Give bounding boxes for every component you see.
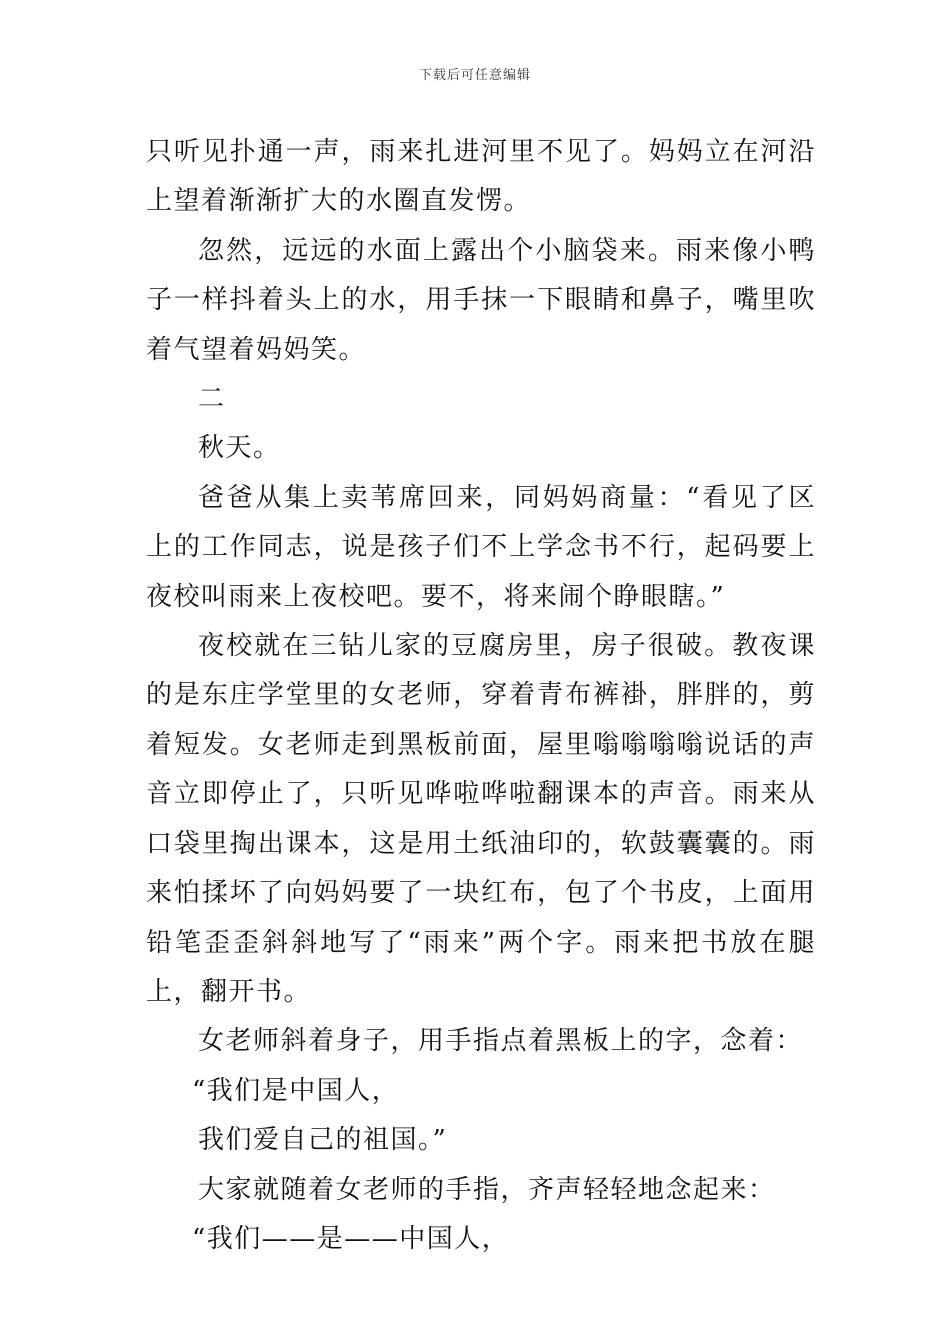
paragraph: 夜校就在三钻儿家的豆腐房里，房子很破。教夜课的是东庄学堂里的女老师，穿着青布裤褂，胖胖的，剪着短发。女老师走到黑板前面，屋里嗡嗡嗡嗡说话的声音立即停止了，只听见哗啦哗啦翻课本的声音。雨来从口袋里掏出课本，这是用土纸油印的，软鼓囊囊的。雨来怕揉坏了向妈妈要了一块红布，包了个书皮，上面用铅笔歪歪斜斜地写了“雨来”两个字。雨来把书放在腿上，翻开书。 [146,631,816,1007]
paragraph: 忽然，远远的水面上露出个小脑袋来。雨来像小鸭子一样抖着头上的水，用手抹一下眼睛和鼻子，嘴里吹着气望着妈妈笑。 [146,235,816,365]
paragraph: 女老师斜着身子，用手指点着黑板上的字，念着： [198,1026,804,1057]
page-header: 下载后可任意编辑 [418,68,531,83]
verse-line: “我们是中国人， [192,1075,400,1106]
section-number: 二 [198,384,226,415]
document-body [146,128,816,1264]
paragraph: 秋天。 [198,433,281,464]
verse-line: 我们爱自己的祖国。” [198,1125,448,1156]
verse-line: “我们——是——中国人， [192,1223,510,1254]
paragraph: 爸爸从集上卖苇席回来，同妈妈商量：“看见了区上的工作同志，说是孩子们不上学念书不行，起码要上夜校叫雨来上夜校吧。要不，将来闹个睁眼瞎。” [146,482,816,612]
paragraph: 大家就随着女老师的手指，齐声轻轻地念起来： [198,1174,776,1205]
paragraph: 只听见扑通一声，雨来扎进河里不见了。妈妈立在河沿上望着渐渐扩大的水圈直发愣。 [146,137,816,217]
